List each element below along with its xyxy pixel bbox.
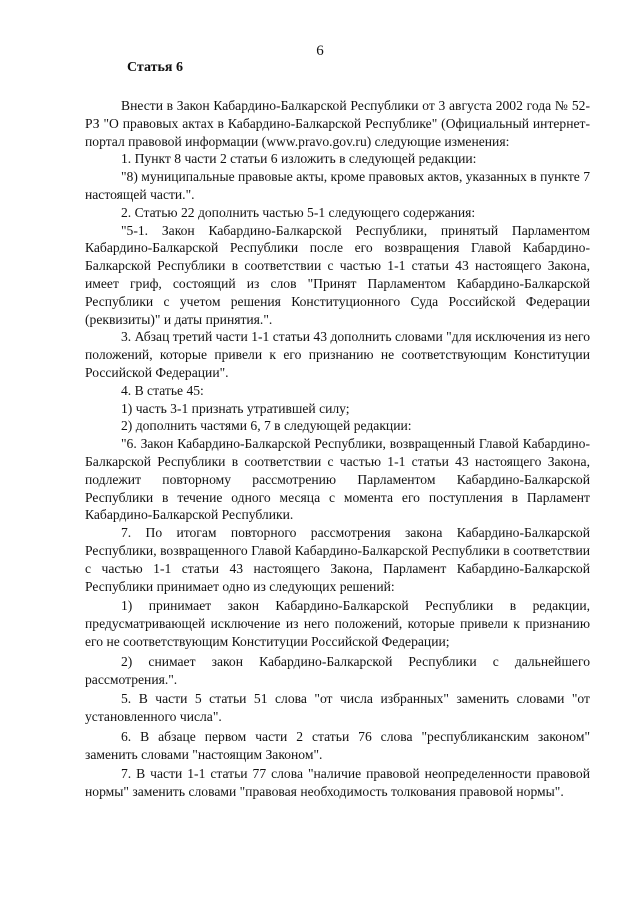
- item-2-text-paragraph: "5-1. Закон Кабардино-Балкарской Республики, принятый Парламентом Кабардино-Балкарской Республики после его возвращения Главой Кабардино-Балкарской Республики в соответствии с частью 1-1 статьи 43 настоящего Закона, имеет гриф, состоящий из слов "Принят Парламентом Кабардино-Балкарской Республики с учетом решения Конституционного Суда Российской Федерации (реквизиты)" и даты принятия.".: [85, 222, 590, 327]
- item-7-paragraph: 7. В части 1-1 статьи 77 слова "наличие правовой неопределенности правовой нормы" заменить словами "правовая необходимость толкования правовой нормы".: [85, 766, 590, 800]
- part-6-paragraph: "6. Закон Кабардино-Балкарской Республики, возвращенный Главой Кабардино-Балкарской Республики в соответствии с частью 1-1 статьи 43 настоящего Закона, подлежит повторному рассмотрению Парламентом Кабардино-Балкарской Республики в течение одного месяца с момента его поступления в Парламент Кабардино-Балкарской Республики.: [85, 436, 590, 523]
- item-4-sub-2-paragraph: 2) дополнить частями 6, 7 в следующей редакции:: [121, 418, 412, 434]
- item-2-paragraph: 2. Статью 22 дополнить частью 5-1 следующего содержания:: [121, 204, 476, 220]
- item-4-paragraph: 4. В статье 45:: [121, 382, 204, 398]
- article-body: [85, 97, 590, 801]
- item-4-sub-1-paragraph: 1) часть 3-1 признать утратившей силу;: [121, 400, 350, 416]
- decision-1-paragraph: 1) принимает закон Кабардино-Балкарской Республики в редакции, предусматривающей исключение из него положений, которые привели к признанию его не соответствующим Конституции Российской Федерации;: [85, 598, 590, 649]
- decision-2-paragraph: 2) снимает закон Кабардино-Балкарской Республики с дальнейшего рассмотрения.".: [85, 653, 590, 687]
- item-5-paragraph: 5. В части 5 статьи 51 слова "от числа избранных" заменить словами "от установленного числа".: [85, 691, 590, 725]
- item-3-paragraph: 3. Абзац третий части 1-1 статьи 43 дополнить словами "для исключения из него положений, которые привели к его признанию не соответствующим Конституции Российской Федерации".: [85, 329, 590, 380]
- intro-paragraph: Внести в Закон Кабардино-Балкарской Республики от 3 августа 2002 года № 52-РЗ "О правовых актах в Кабардино-Балкарской Республике" (Официальный интернет-портал правовой информации (www.pravo.gov.ru) следующие изменения:: [85, 98, 590, 149]
- item-1-paragraph: 1. Пункт 8 части 2 статьи 6 изложить в следующей редакции:: [121, 151, 477, 167]
- part-7-paragraph: 7. По итогам повторного рассмотрения закона Кабардино-Балкарской Республики, возвращенного Главой Кабардино-Балкарской Республики в соответствии с частью 1-1 статьи 43 настоящего Закона, Парламент Кабардино-Балкарской Республики принимает одно из следующих решений:: [85, 525, 590, 594]
- article-title: Статья 6: [127, 60, 183, 75]
- item-6-paragraph: 6. В абзаце первом части 2 статьи 76 слова "республиканским законом" заменить словами "настоящим Законом".: [85, 728, 590, 762]
- item-1-text-paragraph: "8) муниципальные правовые акты, кроме правовых актов, указанных в пункте 7 настоящей части.".: [85, 169, 591, 202]
- page-number: 6: [316, 43, 324, 59]
